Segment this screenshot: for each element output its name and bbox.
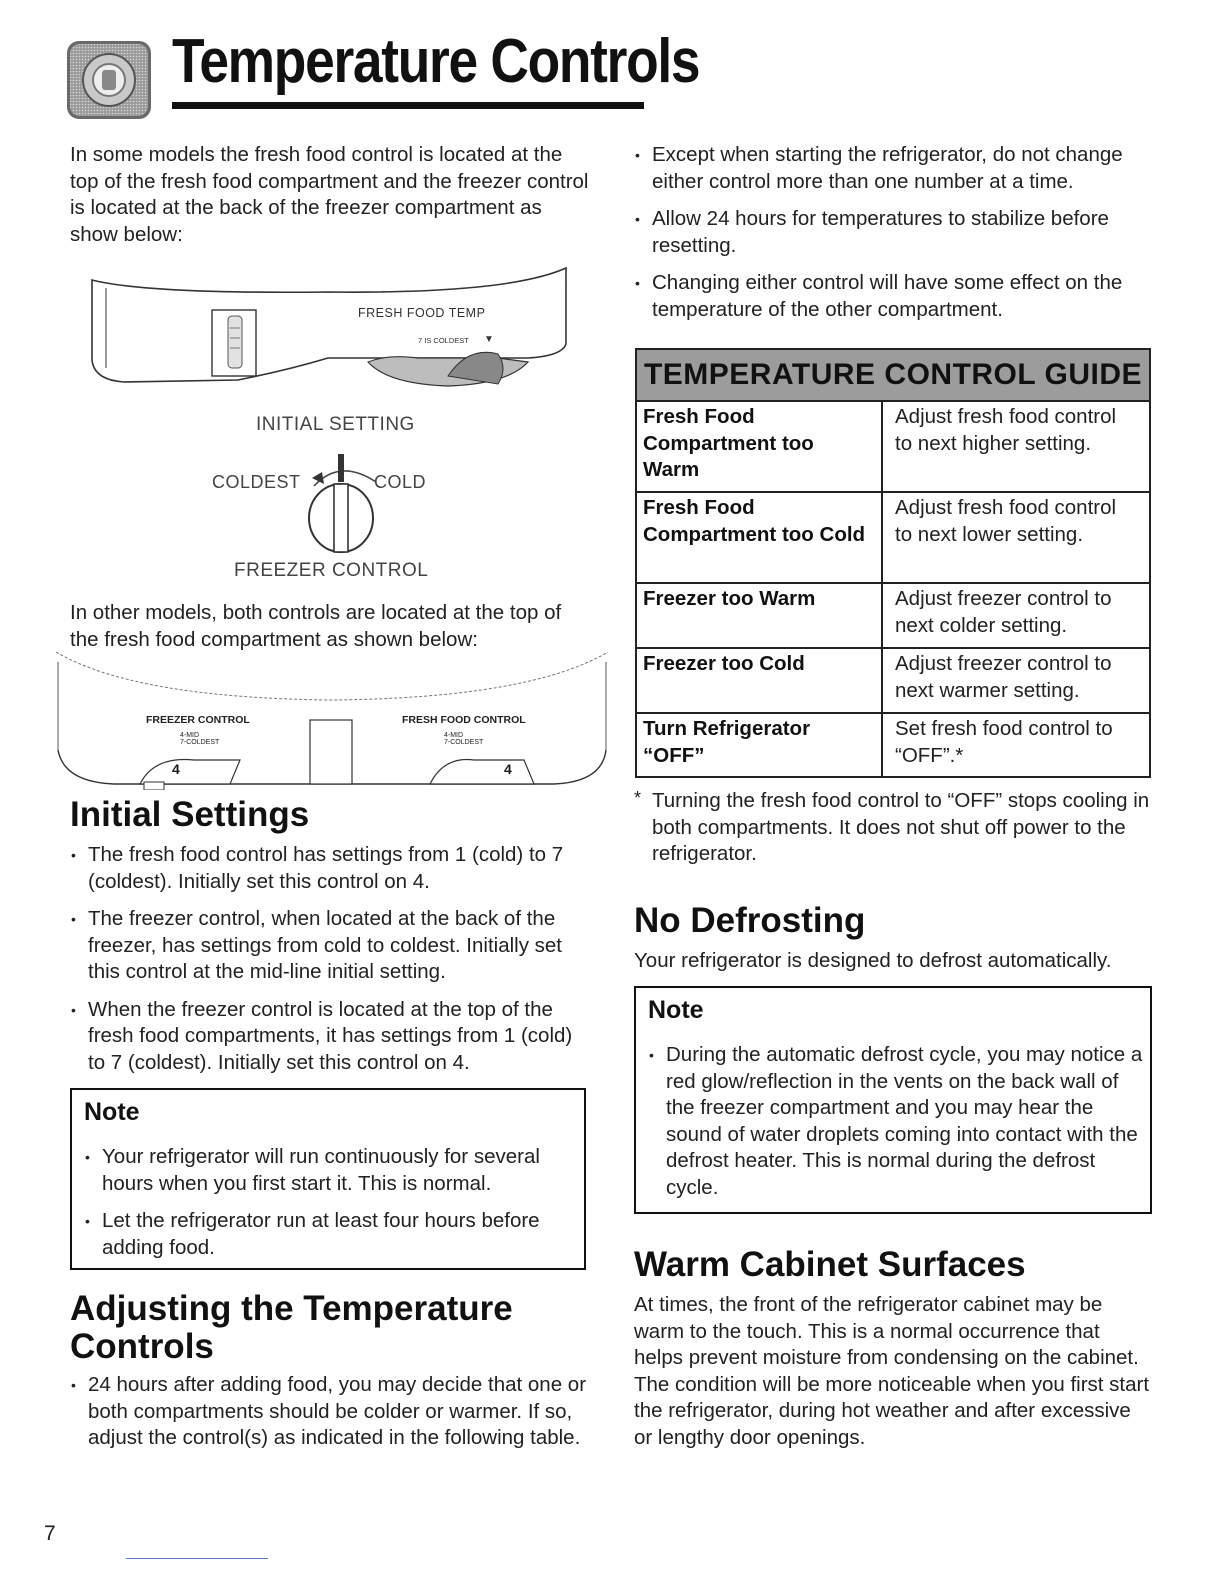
temperature-control-guide-table bbox=[635, 348, 1151, 778]
condition-cell: Fresh Food Compartment too Cold bbox=[637, 493, 883, 582]
no-defrosting-text: Your refrigerator is designed to defrost automatically. bbox=[634, 949, 1112, 972]
page-number: 7 bbox=[44, 1522, 56, 1545]
table-row bbox=[637, 649, 1149, 714]
condition-cell: Freezer too Warm bbox=[637, 584, 883, 647]
fresh-food-dial-value: 4 bbox=[504, 761, 512, 777]
footnote-mark: * bbox=[634, 788, 642, 808]
condition-cell: Fresh Food Compartment too Warm bbox=[637, 402, 883, 491]
defrost-note-box bbox=[634, 986, 1152, 1214]
freezer-setting-key: 4-MID 7-COLDEST bbox=[180, 732, 220, 746]
cold-label: COLD bbox=[374, 472, 427, 492]
table-row bbox=[637, 402, 1149, 493]
action-cell: Set fresh food control to “OFF”.* bbox=[895, 717, 1113, 767]
note-list bbox=[648, 1042, 1144, 1212]
table-header bbox=[637, 350, 1149, 402]
list-item: • Your refrigerator will run continuously for several hours when you first start it. This is normal. bbox=[84, 1144, 574, 1197]
action-cell: Adjust fresh food control to next lower setting. bbox=[895, 496, 1117, 546]
page-title: Temperature Controls bbox=[172, 27, 700, 96]
table-row bbox=[637, 714, 1149, 776]
note-list bbox=[84, 1144, 574, 1272]
arrow-down-icon: ▼ bbox=[484, 334, 494, 345]
note-title: Note bbox=[84, 1098, 140, 1126]
table-row bbox=[637, 584, 1149, 649]
action-cell: Adjust freezer control to next warmer setting. bbox=[895, 652, 1112, 702]
list-item: • Allow 24 hours for temperatures to stabilize before resetting. bbox=[634, 206, 1154, 259]
other-models-paragraph: In other models, both controls are located at the top of the fresh food compartment as shown below: bbox=[70, 601, 562, 651]
dual-control-diagram bbox=[54, 652, 610, 790]
initial-settings-heading: Initial Settings bbox=[70, 795, 310, 834]
list-item: • Changing either control will have some effect on the temperature of the other compartment. bbox=[634, 270, 1154, 323]
list-item: • The fresh food control has settings from 1 (cold) to 7 (coldest). Initially set this control on 4. bbox=[70, 842, 594, 895]
action-cell: Adjust freezer control to next colder setting. bbox=[895, 587, 1112, 637]
list-item: • During the automatic defrost cycle, you may notice a red glow/reflection in the vents on the back wall of the freezer compartment and you may hear the sound of water droplets coming into contact with the defrost heater. This is normal during the defrost cycle. bbox=[648, 1042, 1144, 1201]
thermometer-dial-icon bbox=[66, 40, 152, 120]
note-box bbox=[70, 1088, 586, 1270]
list-item: • 24 hours after adding food, you may decide that one or both compartments should be colder or warmer. If so, adjust the control(s) as indicated in the following table. bbox=[70, 1372, 594, 1452]
condition-cell: Turn Refrigerator “OFF” bbox=[637, 714, 883, 776]
condition-cell: Freezer too Cold bbox=[637, 649, 883, 712]
freezer-control-diagram bbox=[200, 410, 460, 588]
fresh-food-control-diagram bbox=[88, 258, 574, 390]
intro-paragraph: In some models the fresh food control is located at the top of the fresh food compartment and the freezer control is located at the back of the freezer compartment as show below: bbox=[70, 143, 589, 246]
table-row bbox=[637, 493, 1149, 584]
fresh-food-setting-key: 4-MID 7-COLDEST bbox=[444, 732, 484, 746]
initial-settings-list bbox=[70, 842, 594, 1087]
list-item: • When the freezer control is located at the top of the fresh food compartments, it has settings from 1 (cold) to 7 (coldest). Initially set this control on 4. bbox=[70, 997, 594, 1077]
list-item: • Except when starting the refrigerator, do not change either control more than one number at a time. bbox=[634, 142, 1154, 195]
note-title: Note bbox=[648, 996, 704, 1024]
adjusting-list bbox=[70, 1372, 594, 1463]
freezer-control-label: FREEZER CONTROL bbox=[146, 714, 250, 726]
warm-cabinet-heading: Warm Cabinet Surfaces bbox=[634, 1245, 1026, 1284]
table-title: TEMPERATURE CONTROL GUIDE bbox=[643, 358, 1143, 391]
freezer-control-caption: FREEZER CONTROL bbox=[234, 560, 429, 581]
freezer-dial-value: 4 bbox=[172, 761, 180, 777]
coldest-note-label: 7 IS COLDEST bbox=[418, 336, 469, 345]
footer-rule bbox=[126, 1558, 268, 1559]
fresh-food-control-label: FRESH FOOD CONTROL bbox=[402, 714, 526, 726]
warm-cabinet-text: At times, the front of the refrigerator cabinet may be warm to the touch. This is a normal occurrence that helps prevent moisture from condensing on the cabinet. The condition will be more noticeable when you first start the refrigerator, during hot weather and after excessive or lengthy door openings. bbox=[634, 1293, 1150, 1449]
adjustment-tips-list bbox=[634, 142, 1154, 334]
initial-setting-caption: INITIAL SETTING bbox=[256, 414, 415, 435]
no-defrosting-heading: No Defrosting bbox=[634, 901, 866, 940]
action-cell: Adjust fresh food control to next higher setting. bbox=[895, 405, 1117, 455]
footnote-text: Turning the fresh food control to “OFF” stops cooling in both compartments. It does not shut off power to the refrigerator. bbox=[652, 789, 1150, 865]
list-item: • Let the refrigerator run at least four hours before adding food. bbox=[84, 1208, 574, 1261]
title-underline bbox=[172, 102, 644, 109]
fresh-food-temp-label: FRESH FOOD TEMP bbox=[358, 306, 486, 320]
adjusting-heading: Adjusting the Temperature Controls bbox=[70, 1289, 513, 1366]
list-item: • The freezer control, when located at the back of the freezer, has settings from cold to coldest. Initially set this control at the mid-line initial setting. bbox=[70, 906, 594, 986]
coldest-label: COLDEST bbox=[212, 472, 301, 492]
